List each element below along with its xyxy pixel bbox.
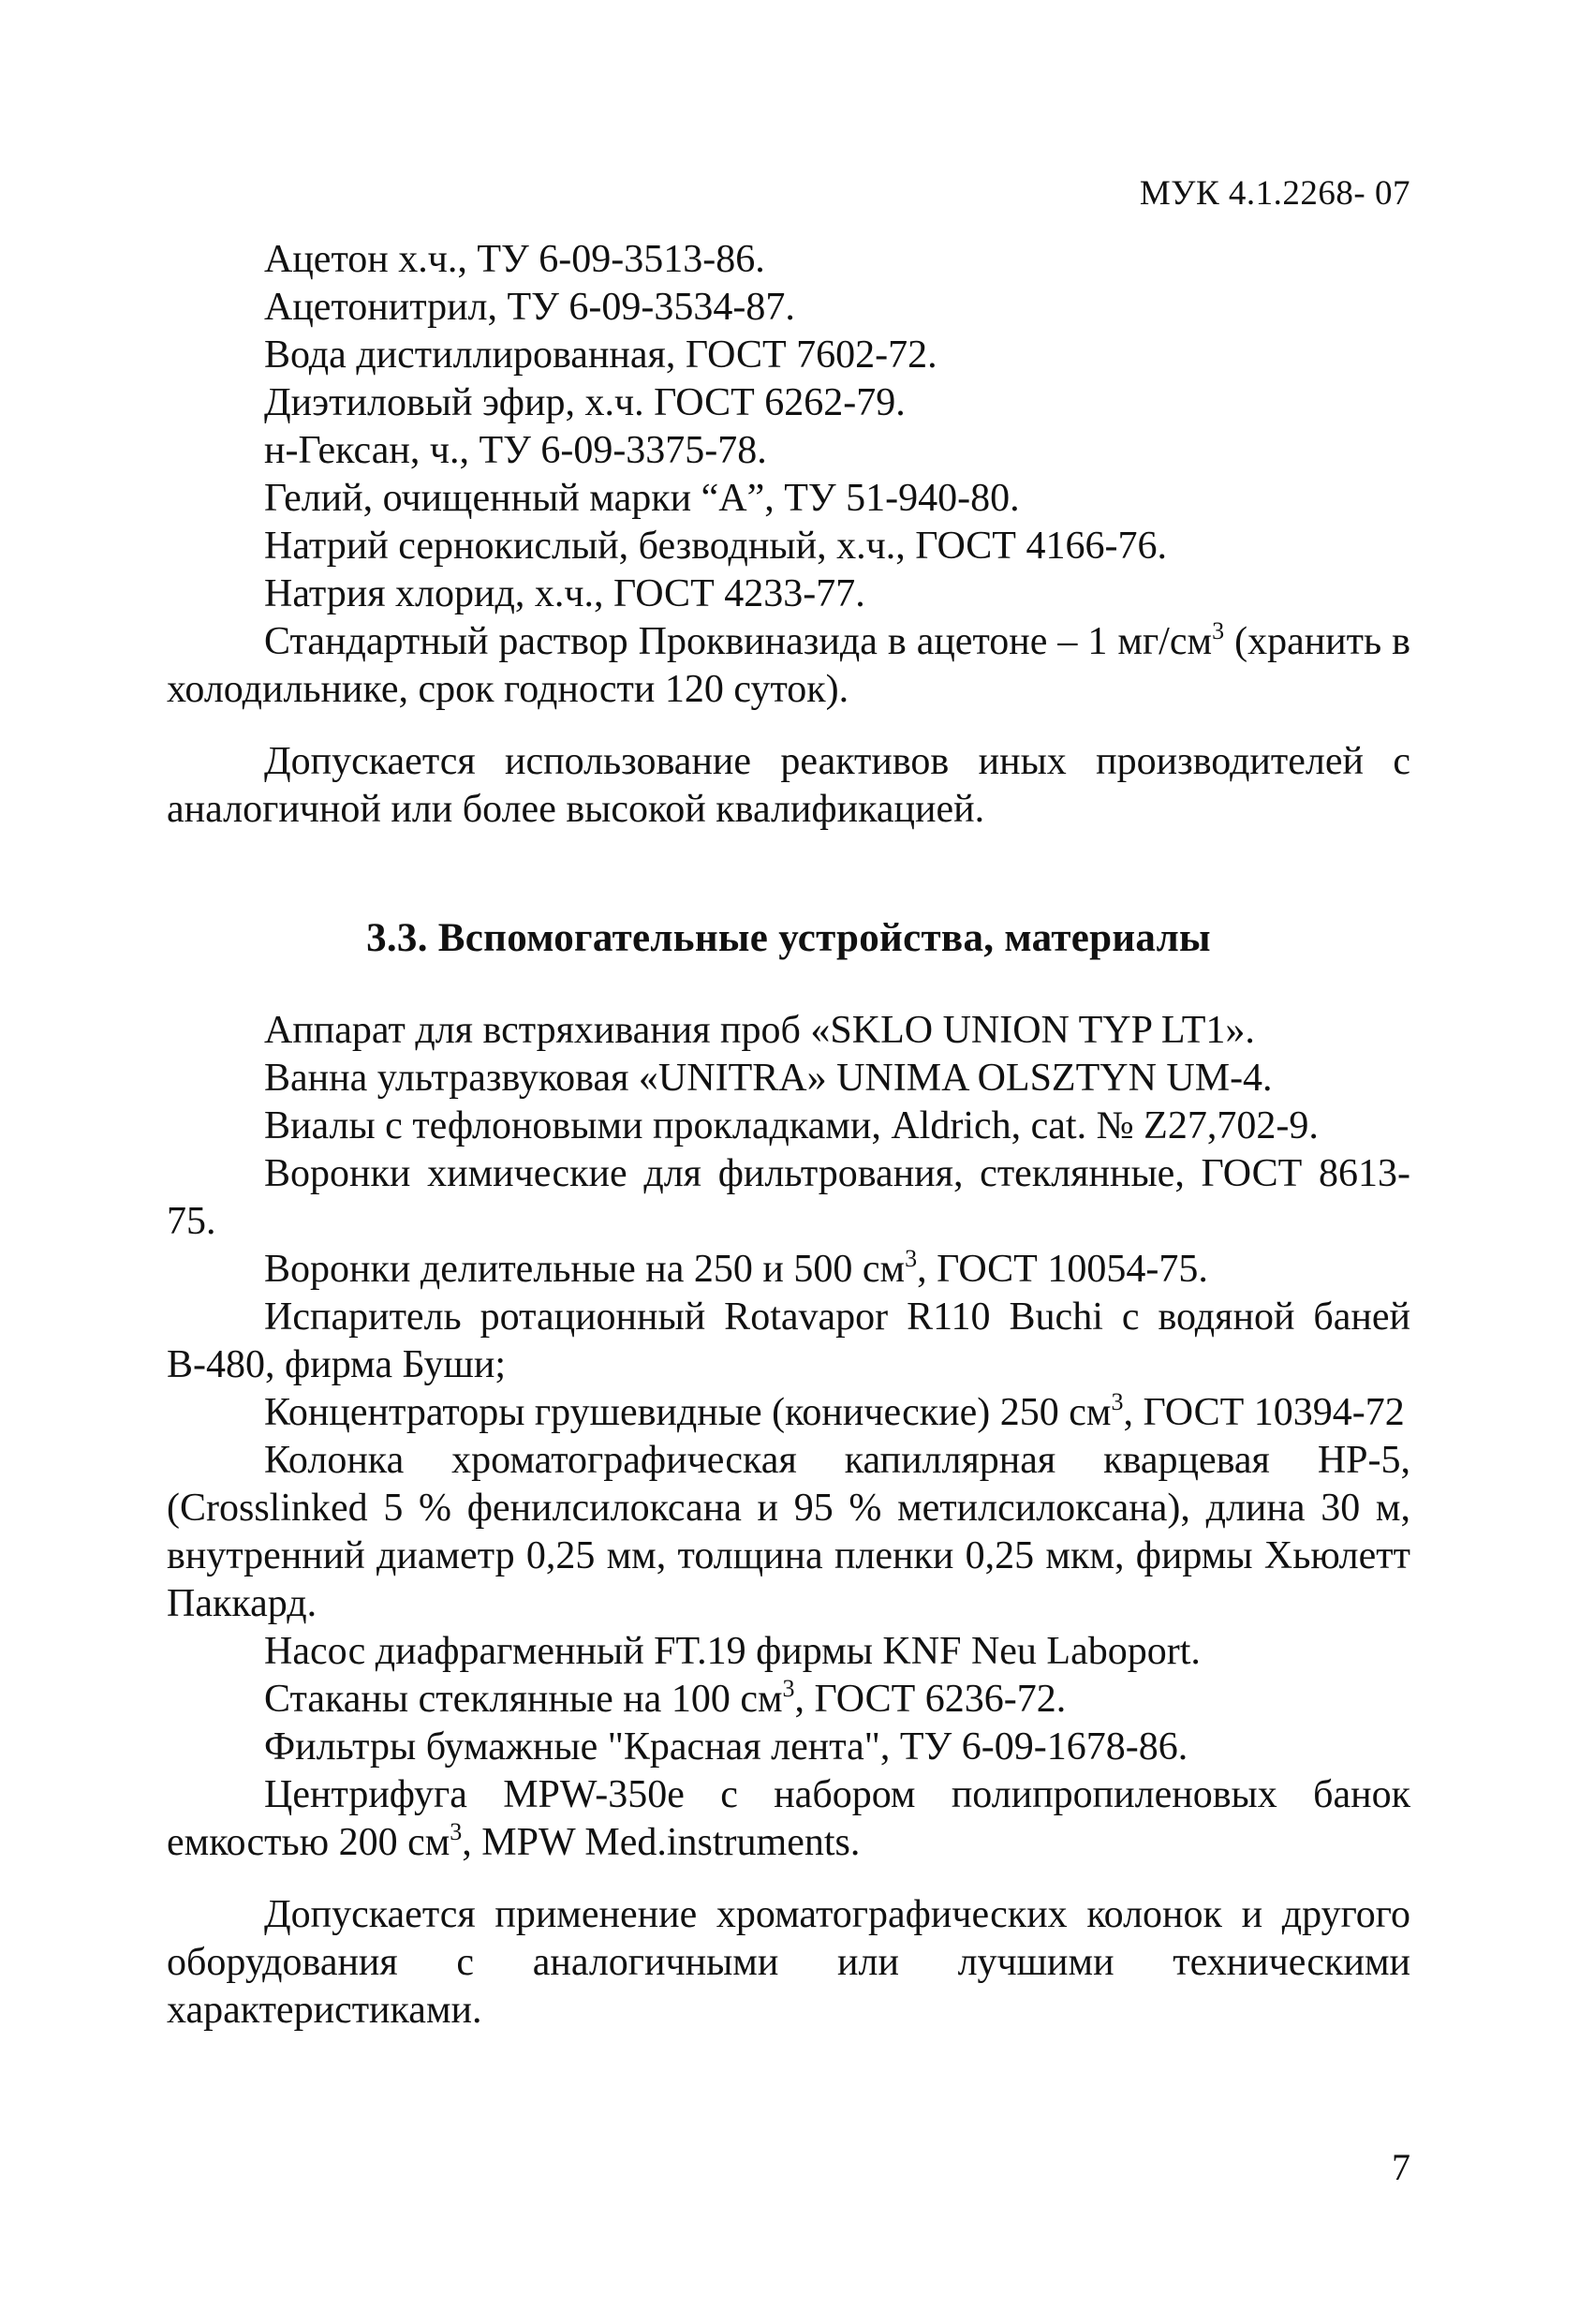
document-code: МУК 4.1.2268- 07 <box>1139 174 1410 213</box>
equipment-item <box>167 1246 1410 1294</box>
reagent-item: Диэтиловый эфир, х.ч. ГОСТ 6262-79. <box>264 381 906 424</box>
equipment-note: Допускается применение хроматографических колонок и другого оборудования с аналогичными или лучшими техническими характеристиками. <box>167 1893 1410 2032</box>
equipment-item <box>167 1437 1410 1628</box>
equipment-item <box>167 1103 1410 1150</box>
reagent-item: Ацетонитрил, ТУ 6-09-3534-87. <box>264 286 795 329</box>
equipment-item <box>167 1055 1410 1103</box>
unit-superscript: 3 <box>1111 1388 1124 1415</box>
equipment-item <box>167 1628 1410 1676</box>
section-title: 3.3. Вспомогательные устройства, материалы <box>366 916 1211 960</box>
reagent-item: Натрия хлорид, х.ч., ГОСТ 4233-77. <box>264 572 865 615</box>
equipment-text-end: , ГОСТ 10054-75. <box>917 1248 1208 1291</box>
equipment-item <box>167 1724 1410 1771</box>
equipment-text: Насос диафрагменный FT.19 фирмы KNF Neu Laboport. <box>264 1630 1201 1673</box>
standard-solution-item <box>167 618 1410 714</box>
equipment-item <box>167 1676 1410 1724</box>
unit-superscript: 3 <box>782 1675 795 1702</box>
reagents-note: Допускается использование реактивов иных производителей с аналогичной или более высокой квалификацией. <box>167 740 1410 831</box>
equipment-text: Центрифуга MPW-350e с набором полипропиленовых банок емкостью 200 см <box>167 1773 1410 1864</box>
reagent-item: н-Гексан, ч., ТУ 6-09-3375-78. <box>264 429 767 472</box>
equipment-text: Воронки химические для фильтрования, стеклянные, ГОСТ 8613-75. <box>167 1152 1410 1243</box>
equipment-text: Фильтры бумажные "Красная лента", ТУ 6-09-1678-86. <box>264 1725 1188 1769</box>
unit-superscript: 3 <box>450 1818 463 1845</box>
equipment-item <box>167 1007 1410 1055</box>
equipment-text: Концентраторы грушевидные (конические) 250 см <box>264 1391 1112 1434</box>
reagent-item: Натрий сернокислый, безводный, х.ч., ГОСТ 4166-76. <box>264 525 1167 568</box>
reagent-item: Ацетон х.ч., ТУ 6-09-3513-86. <box>264 238 765 281</box>
equipment-text: Виалы с тефлоновыми прокладками, Aldrich, cat. № Z27,702-9. <box>264 1104 1319 1147</box>
reagent-item: Вода дистиллированная, ГОСТ 7602-72. <box>264 333 937 377</box>
unit-superscript: 3 <box>905 1245 918 1272</box>
equipment-text: Аппарат для встряхивания проб «SKLO UNION TYP LT1». <box>264 1009 1255 1052</box>
equipment-text-end: , ГОСТ 6236-72. <box>794 1678 1067 1721</box>
unit-superscript: 3 <box>1212 617 1225 644</box>
equipment-text-end: , ГОСТ 10394-72 <box>1123 1391 1405 1434</box>
equipment-item <box>167 1294 1410 1389</box>
equipment-item <box>167 1389 1410 1437</box>
equipment-text: Испаритель ротационный Rotavapor R110 Buchi с водяной баней В-480, фирма Буши; <box>167 1295 1410 1386</box>
equipment-item <box>167 1771 1410 1867</box>
equipment-text: Воронки делительные на 250 и 500 см <box>264 1248 906 1291</box>
equipment-text-end: , MPW Med.instruments. <box>462 1821 861 1864</box>
standard-solution-text-end: (хранить в холодильнике, срок годности 120 суток). <box>167 620 1411 711</box>
equipment-text: Колонка хроматографическая капиллярная кварцевая HP-5, (Crosslinked 5 % фенилсилоксана и 95 % метилсилоксана), длина 30 м, внутренний диаметр 0,25 мм, толщина пленки 0,25 мкм, фирмы Хьюлетт Паккард. <box>167 1439 1410 1625</box>
page-content <box>167 236 1410 2035</box>
standard-solution-text: Стандартный раствор Проквиназида в ацетоне – 1 мг/см <box>264 620 1213 663</box>
equipment-item <box>167 1150 1410 1246</box>
page-number: 7 <box>1392 2146 1410 2188</box>
equipment-text: Стаканы стеклянные на 100 см <box>264 1678 783 1721</box>
reagent-item: Гелий, очищенный марки “А”, ТУ 51-940-80. <box>264 477 1020 520</box>
equipment-text: Ванна ультразвуковая «UNITRA» UNIMA OLSZTYN UM-4. <box>264 1057 1273 1100</box>
